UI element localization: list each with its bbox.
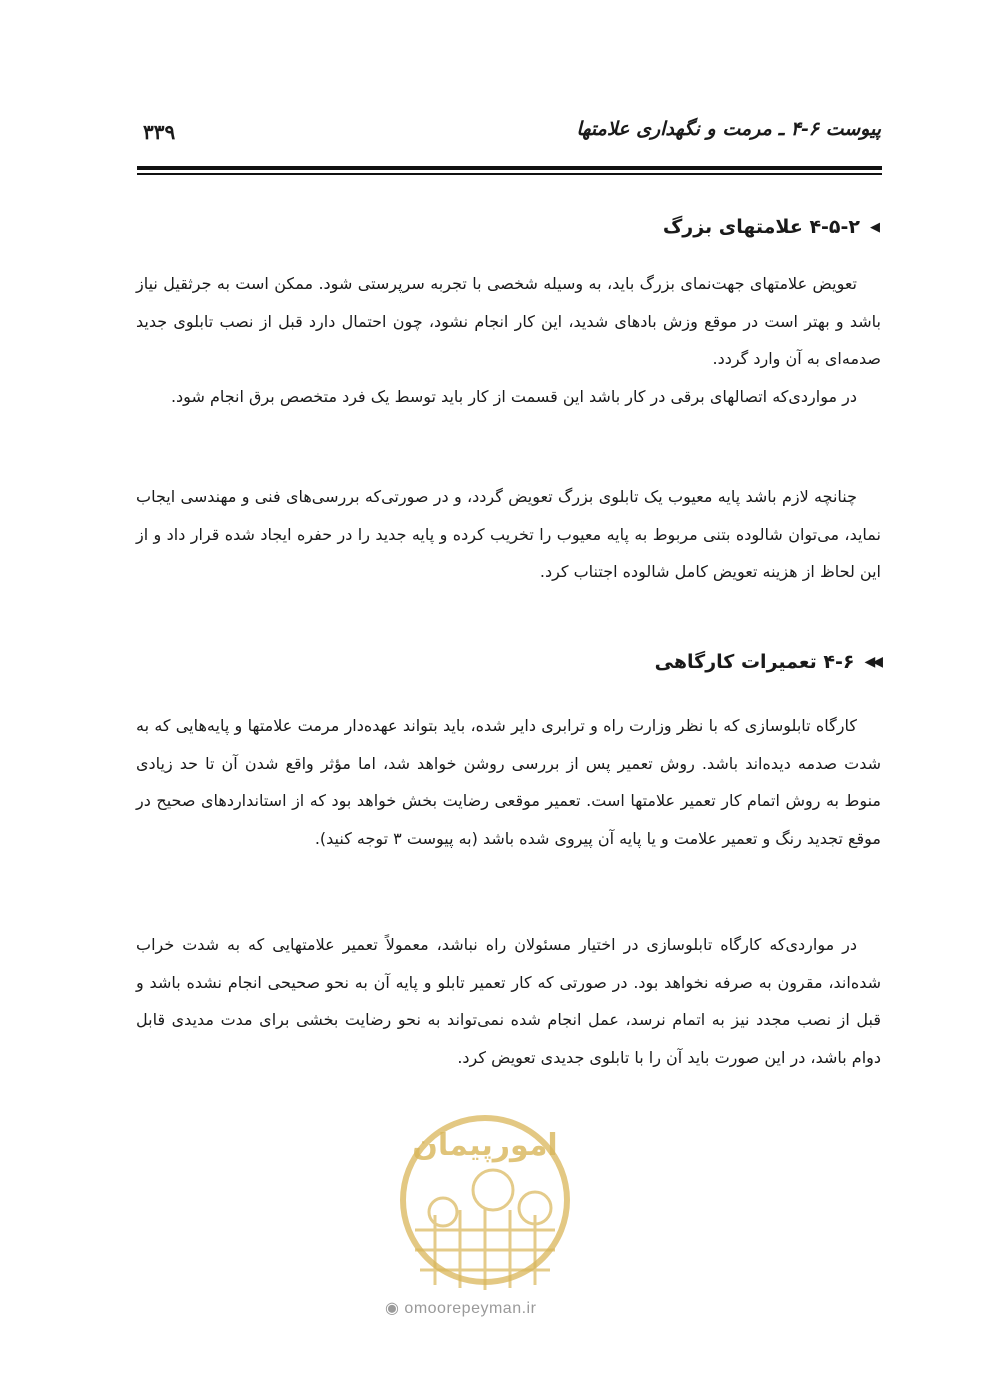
paragraph: کارگاه تابلوسازی که با نظر وزارت راه و ترابری دایر شده، باید بتواند عهده‌دار مرمت علامتها و پایه‌هایی که به شدت صدمه دیده‌اند باشد. روش تعمیر پس از بررسی روشن خواهد شد، اما مؤثر واقع شدن آن تا حد زیادی منوط به روش اتمام کار تعمیر علامتها است. تعمیر موقعی رضایت بخش خواهد بود که از استانداردهای صحیح در موقع تجدید رنگ و تعمیر علامت و یا پایه آن پیروی شده باشد (به پیوست ۳ توجه کنید). [136,716,881,848]
section-heading-large-signs [663,216,880,238]
header-rule-thick [137,166,882,170]
watermark-logo [375,1100,595,1300]
triangle-bullet-icon: ◀ [870,219,880,235]
paragraph: چنانچه لازم باشد پایه معیوب یک تابلوی بزرگ تعویض گردد، و در صورتی‌که بررسی‌های فنی و مهندسی ایجاب نماید، می‌توان شالوده بتنی مربوط به پایه معیوب را تخریب کرده و پایه جدید را در حفره ایجاد شده قرار داد و از این لحاظ از هزینه تعویض کامل شالوده اجتناب کرد. [136,487,881,581]
section-heading-text: ۴-۶ تعمیرات کارگاهی [654,651,855,673]
globe-icon: ◉ [385,1300,400,1317]
section-heading-workshop-repairs [655,651,880,673]
paragraph: تعویض علامتهای جهت‌نمای بزرگ باید، به وسیله شخصی با تجربه سرپرستی شود. ممکن است به جرثقیل نیاز باشد و بهتر است در موقع وزش بادهای شدید، این کار انجام نشود، چون احتمال دارد قبل از نصب تابلوی جدید صدمه‌ای به آن وارد گردد. [136,274,881,368]
paragraph: در مواردی‌که اتصالهای برقی در کار باشد این قسمت از کار باید توسط یک فرد متخصص برق انجام شود. [170,387,857,406]
page-number: ۳۳۹ [143,120,176,144]
paragraph: در مواردی‌که کارگاه تابلوسازی در اختیار مسئولان راه نباشد، معمولاً تعمیر علامتهایی که به شدت خراب شده‌اند، مقرون به صرفه نخواهد بود. در صورتی که کار تعمیر تابلو و پایه آن به نحو صحیحی انجام نشده باشد و قبل از نصب مجدد نیز به اتمام نرسد، عمل انجام شده نمی‌تواند به نحو رضایت بخشی برای مدت مدیدی قابل دوام باشد، در این صورت باید آن را با تابلوی جدیدی تعویض کرد. [136,935,881,1067]
watermark-url: ◉ omoorepeyman.ir [385,1300,537,1317]
page-header [135,118,881,152]
running-title: پیوست ۶-۴ ـ مرمت و نگهداری علامتها [576,118,881,140]
section-heading-text: ۴-۵-۲ علامتهای بزرگ [662,216,860,238]
header-rule-thin [137,173,882,175]
double-triangle-bullet-icon: ◀◀ [864,654,880,670]
watermark-logo-text: امورپیمان [412,1128,558,1163]
